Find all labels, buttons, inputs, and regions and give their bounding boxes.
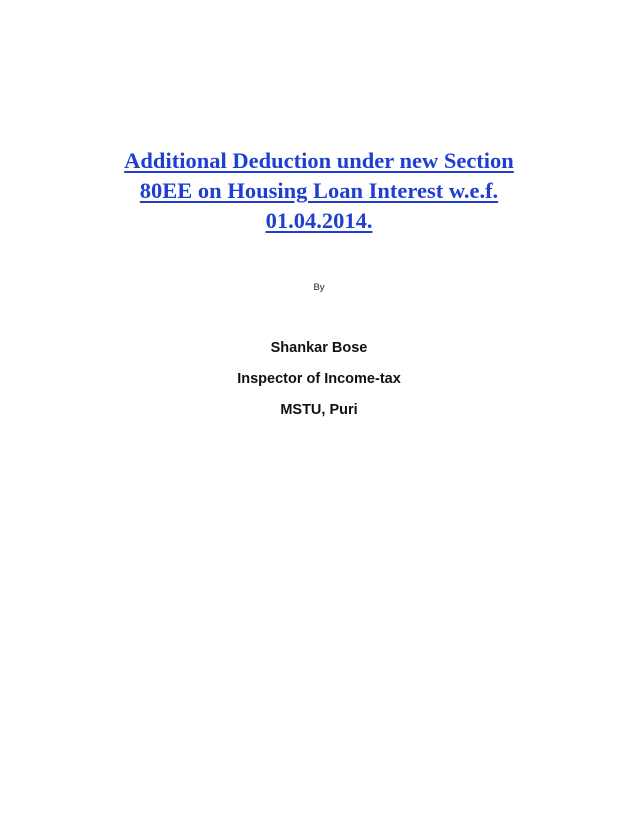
title-line-3: 01.04.2014. [265,208,373,233]
author-block [0,336,638,429]
title-line-2: 80EE on Housing Loan Interest w.e.f. [139,178,499,203]
author-office: MSTU, Puri [280,402,358,418]
by-label: By [313,282,325,293]
document-title [80,146,558,236]
author-designation: Inspector of Income-tax [237,371,401,387]
title-line-1: Additional Deduction under new Section [124,148,514,173]
author-name: Shankar Bose [270,340,368,356]
